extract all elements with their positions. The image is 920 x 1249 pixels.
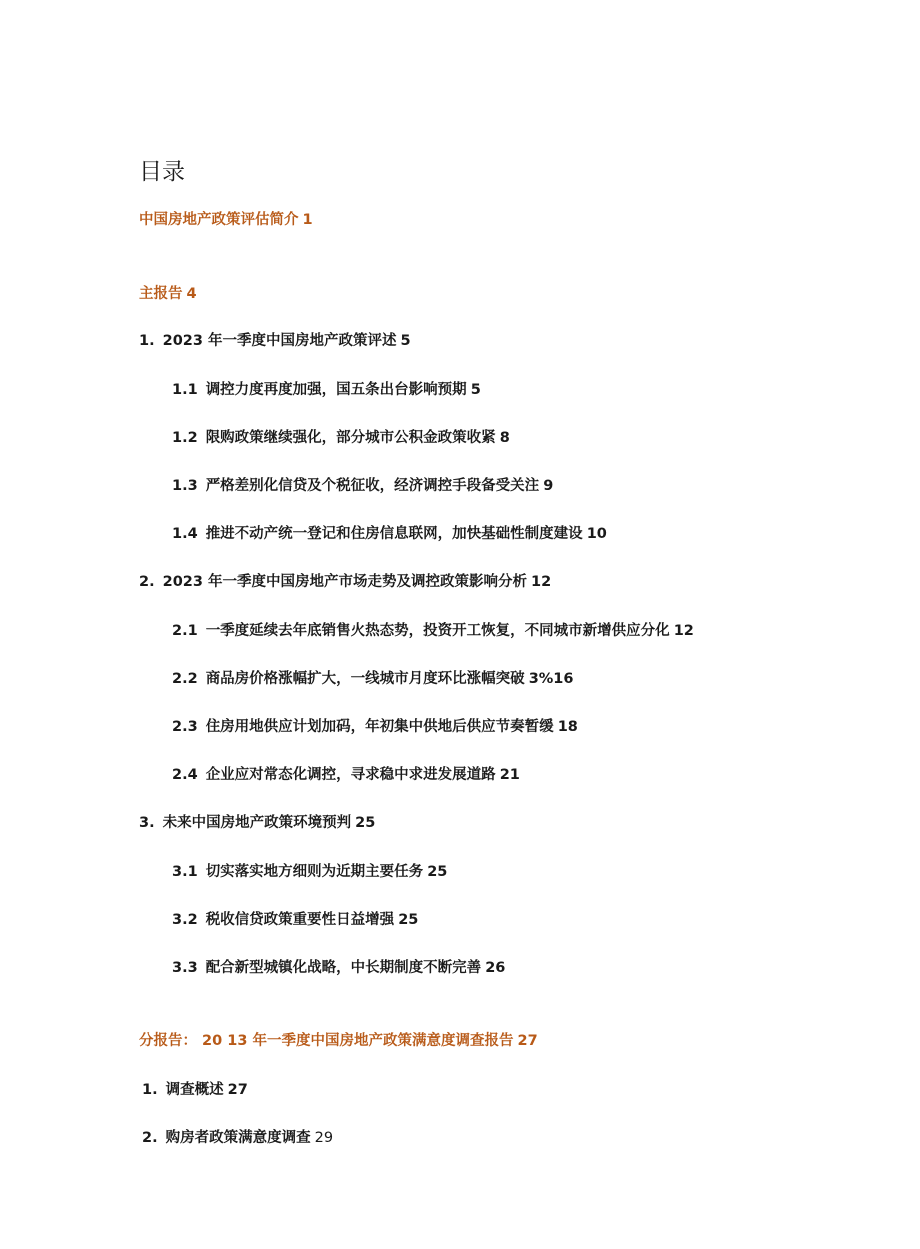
toc-entry-number: 3.3 bbox=[172, 960, 198, 976]
toc-entry-text: 调控力度再度加强，国五条出台影响预期 bbox=[205, 382, 467, 398]
toc-entry[interactable] bbox=[172, 862, 447, 882]
toc-entry[interactable] bbox=[139, 1031, 538, 1051]
toc-entry-page: 9 bbox=[543, 478, 554, 494]
toc-entry-number: 3.1 bbox=[172, 864, 198, 880]
toc-entry-text: 商品房价格涨幅扩大，一线城市月度环比涨幅突破 bbox=[205, 671, 525, 687]
toc-entry-page: 4 bbox=[186, 286, 197, 302]
toc-entry-number: 1.4 bbox=[172, 526, 198, 542]
toc-entry-page: 18 bbox=[557, 719, 578, 735]
toc-entry-text: 调查概述 bbox=[165, 1082, 224, 1098]
toc-entry-text: 购房者政策满意度调查 bbox=[165, 1130, 311, 1146]
toc-entry-text: 严格差别化信贷及个税征收，经济调控手段备受关注 bbox=[205, 478, 540, 494]
toc-entry-text: 分报告： 20 13 年一季度中国房地产政策满意度调查报告 bbox=[139, 1033, 514, 1049]
toc-entry[interactable] bbox=[172, 476, 553, 496]
toc-entry[interactable] bbox=[139, 210, 313, 230]
toc-entry-page: 25 bbox=[427, 864, 448, 880]
toc-entry-text: 配合新型城镇化战略，中长期制度不断完善 bbox=[205, 960, 482, 976]
toc-entry-page: 26 bbox=[485, 960, 506, 976]
toc-title: 目录 bbox=[139, 159, 185, 185]
toc-entry-number: 2.1 bbox=[172, 623, 198, 639]
toc-entry-text: 企业应对常态化调控，寻求稳中求进发展道路 bbox=[205, 767, 496, 783]
toc-entry-page: 3%16 bbox=[528, 671, 574, 687]
toc-entry[interactable] bbox=[142, 1128, 333, 1148]
toc-entry-number: 2.2 bbox=[172, 671, 198, 687]
toc-entry[interactable] bbox=[172, 669, 573, 689]
toc-entry-text: 住房用地供应计划加码，年初集中供地后供应节奏暂缓 bbox=[205, 719, 554, 735]
toc-entry-text: 推进不动产统一登记和住房信息联网，加快基础性制度建设 bbox=[205, 526, 583, 542]
toc-entry[interactable] bbox=[172, 910, 418, 930]
toc-entry-page: 27 bbox=[517, 1033, 538, 1049]
toc-entry-number: 1. bbox=[142, 1082, 158, 1098]
toc-entry[interactable] bbox=[172, 524, 607, 544]
toc-entry-text: 切实落实地方细则为近期主要任务 bbox=[205, 864, 424, 880]
toc-entry[interactable] bbox=[172, 380, 481, 400]
toc-entry-number: 2. bbox=[139, 574, 155, 590]
toc-entry[interactable] bbox=[139, 284, 197, 304]
toc-entry-page: 12 bbox=[531, 574, 552, 590]
toc-entry-number: 1.3 bbox=[172, 478, 198, 494]
toc-entry-number: 3.2 bbox=[172, 912, 198, 928]
toc-entry[interactable] bbox=[139, 813, 375, 833]
toc-entry-number: 2. bbox=[142, 1130, 158, 1146]
toc-entry[interactable] bbox=[139, 572, 551, 592]
toc-entry-page: 1 bbox=[302, 212, 313, 228]
toc-entry[interactable] bbox=[142, 1080, 248, 1100]
toc-entry-number: 3. bbox=[139, 815, 155, 831]
toc-entry-text: 未来中国房地产政策环境预判 bbox=[162, 815, 352, 831]
toc-entry-page: 8 bbox=[499, 430, 510, 446]
toc-entry-number: 1. bbox=[139, 333, 155, 349]
toc-entry-text: 2023 年一季度中国房地产市场走势及调控政策影响分析 bbox=[162, 574, 528, 590]
toc-entry-page: 5 bbox=[470, 382, 481, 398]
toc-entry-page: 5 bbox=[400, 333, 411, 349]
toc-entry-page: 10 bbox=[586, 526, 607, 542]
toc-entry-page: 27 bbox=[227, 1082, 248, 1098]
toc-entry[interactable] bbox=[172, 717, 578, 737]
toc-entry-text: 中国房地产政策评估简介 bbox=[139, 212, 299, 228]
toc-entry-text: 限购政策继续强化，部分城市公积金政策收紧 bbox=[205, 430, 496, 446]
toc-entry-page: 25 bbox=[355, 815, 376, 831]
toc-entry-text: 税收信贷政策重要性日益增强 bbox=[205, 912, 395, 928]
toc-entry-text: 主报告 bbox=[139, 286, 183, 302]
toc-entry-number: 2.3 bbox=[172, 719, 198, 735]
toc-entry-number: 1.1 bbox=[172, 382, 198, 398]
toc-entry-number: 1.2 bbox=[172, 430, 198, 446]
toc-entry-text: 一季度延续去年底销售火热态势，投资开工恢复，不同城市新增供应分化 bbox=[205, 623, 670, 639]
toc-entry-page: 25 bbox=[398, 912, 419, 928]
toc-entry[interactable] bbox=[172, 765, 520, 785]
toc-entry[interactable] bbox=[172, 428, 510, 448]
toc-entry-number: 2.4 bbox=[172, 767, 198, 783]
toc-entry-page: 21 bbox=[499, 767, 520, 783]
toc-entry[interactable] bbox=[172, 958, 505, 978]
toc-entry[interactable] bbox=[139, 331, 411, 351]
toc-entry-page: 12 bbox=[673, 623, 694, 639]
toc-entry-text: 2023 年一季度中国房地产政策评述 bbox=[162, 333, 397, 349]
toc-entry[interactable] bbox=[172, 621, 694, 641]
toc-entry-page: 29 bbox=[314, 1130, 334, 1146]
